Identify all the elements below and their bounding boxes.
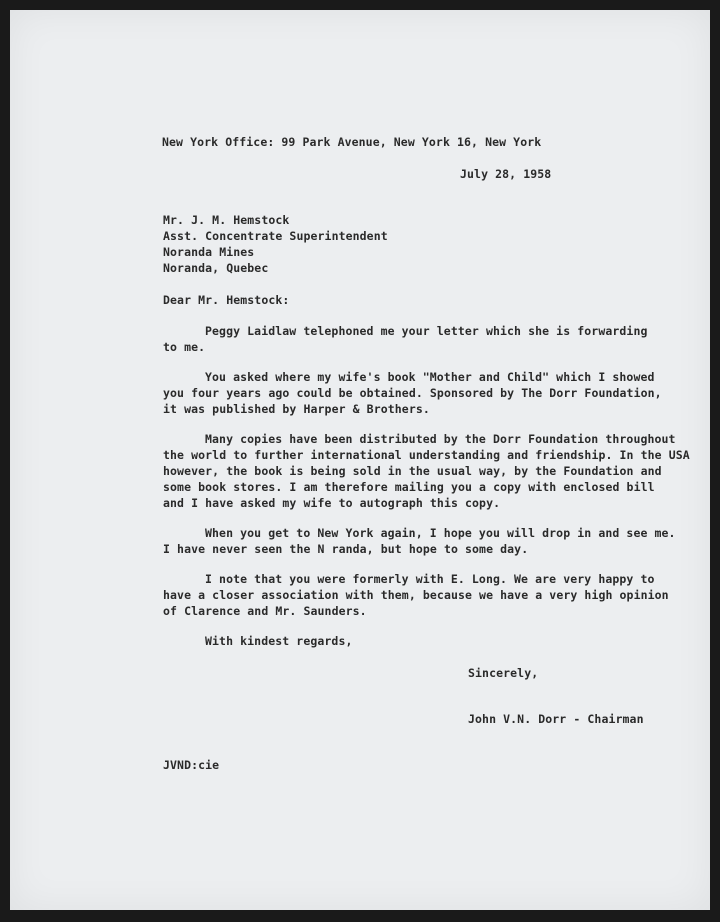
paragraph-line: some book stores. I am therefore mailing you a copy with enclosed bill [163, 480, 655, 494]
recipient-title: Asst. Concentrate Superintendent [163, 229, 388, 243]
closing-regards: With kindest regards, [205, 634, 353, 648]
signoff: Sincerely, [468, 666, 539, 680]
salutation: Dear Mr. Hemstock: [163, 293, 290, 307]
paragraph-line: Peggy Laidlaw telephoned me your letter which she is forwarding [205, 324, 648, 338]
paragraph-line: Many copies have been distributed by the Dorr Foundation throughout [205, 432, 676, 446]
letter-page [10, 10, 710, 910]
signature-block: John V.N. Dorr - Chairman [468, 712, 644, 726]
paragraph-line: and I have asked my wife to autograph this copy. [163, 496, 501, 510]
recipient-name: Mr. J. M. Hemstock [163, 213, 290, 227]
paragraph-line: You asked where my wife's book "Mother and Child" which I showed [205, 370, 655, 384]
paragraph-line: the world to further international understanding and friendship. In the USA [163, 448, 690, 462]
letter-date: July 28, 1958 [460, 167, 552, 181]
recipient-city: Noranda, Quebec [163, 261, 269, 275]
paragraph-line: of Clarence and Mr. Saunders. [163, 604, 367, 618]
paragraph-line: I have never seen the N randa, but hope to some day. [163, 542, 529, 556]
letterhead: New York Office: 99 Park Avenue, New York 16, New York [162, 135, 542, 149]
paragraph-line: however, the book is being sold in the usual way, by the Foundation and [163, 464, 662, 478]
paragraph-line: I note that you were formerly with E. Long. We are very happy to [205, 572, 655, 586]
paragraph-line: it was published by Harper & Brothers. [163, 402, 430, 416]
paragraph-line: have a closer association with them, because we have a very high opinion [163, 588, 669, 602]
recipient-company: Noranda Mines [163, 245, 255, 259]
paragraph-line: When you get to New York again, I hope you will drop in and see me. [205, 526, 676, 540]
paragraph-line: you four years ago could be obtained. Sponsored by The Dorr Foundation, [163, 386, 662, 400]
paragraph-line: to me. [163, 340, 206, 354]
typist-initials: JVND:cie [163, 758, 220, 772]
